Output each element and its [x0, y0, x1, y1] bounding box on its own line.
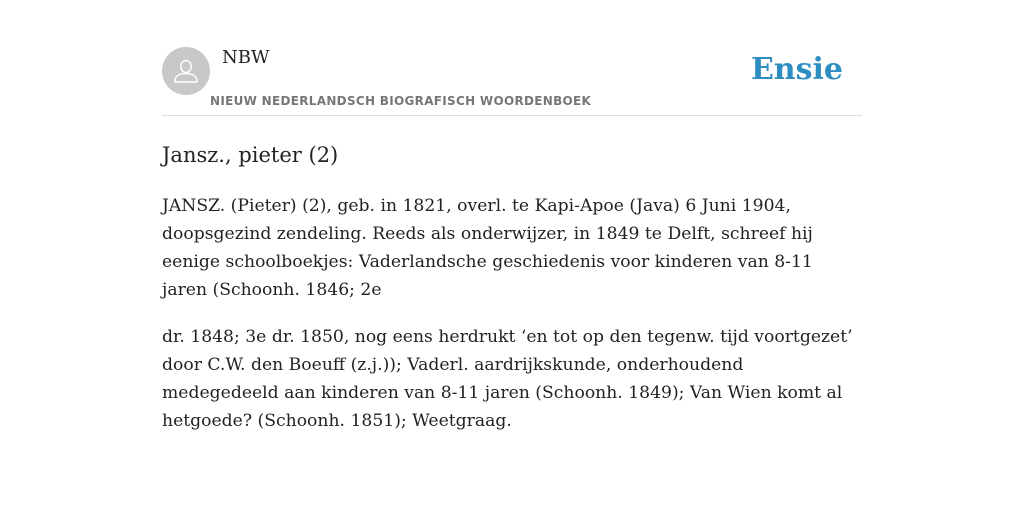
entry-paragraph: dr. 1848; 3e dr. 1850, nog eens herdrukt ‘en tot op den tegenw. tijd voortgezet’ door C.W. den Boeuff (z.j.)); Vaderl. aardrijkskunde, onderhoudend medegedeeld aan kinderen van 8-11 jaren (Schoonh. 1849); Van Wien komt al hetgoede? (Schoonh. 1851); Weetgraag.: [162, 327, 853, 431]
entry-paragraph: JANSZ. (Pieter) (2), geb. in 1821, overl. te Kapi-Apoe (Java) 6 Juni 1904, doopsgezind zendeling. Reeds als onderwijzer, in 1849 te Delft, schreef hij eenige schoolboekjes: Vaderlandsche geschiedenis voor kinderen van 8-11 jaren (Schoonh. 1846; 2e: [162, 196, 813, 300]
user-avatar-icon[interactable]: [162, 47, 210, 95]
ensie-logo[interactable]: Ensie: [750, 52, 843, 87]
source-name[interactable]: NBW: [222, 47, 270, 68]
source-subtitle: NIEUW NEDERLANDSCH BIOGRAFISCH WOORDENBOEK: [210, 94, 592, 108]
entry-title: Jansz., pieter (2): [162, 143, 339, 167]
entry-header: [162, 0, 862, 116]
entry-card: [162, 0, 862, 431]
